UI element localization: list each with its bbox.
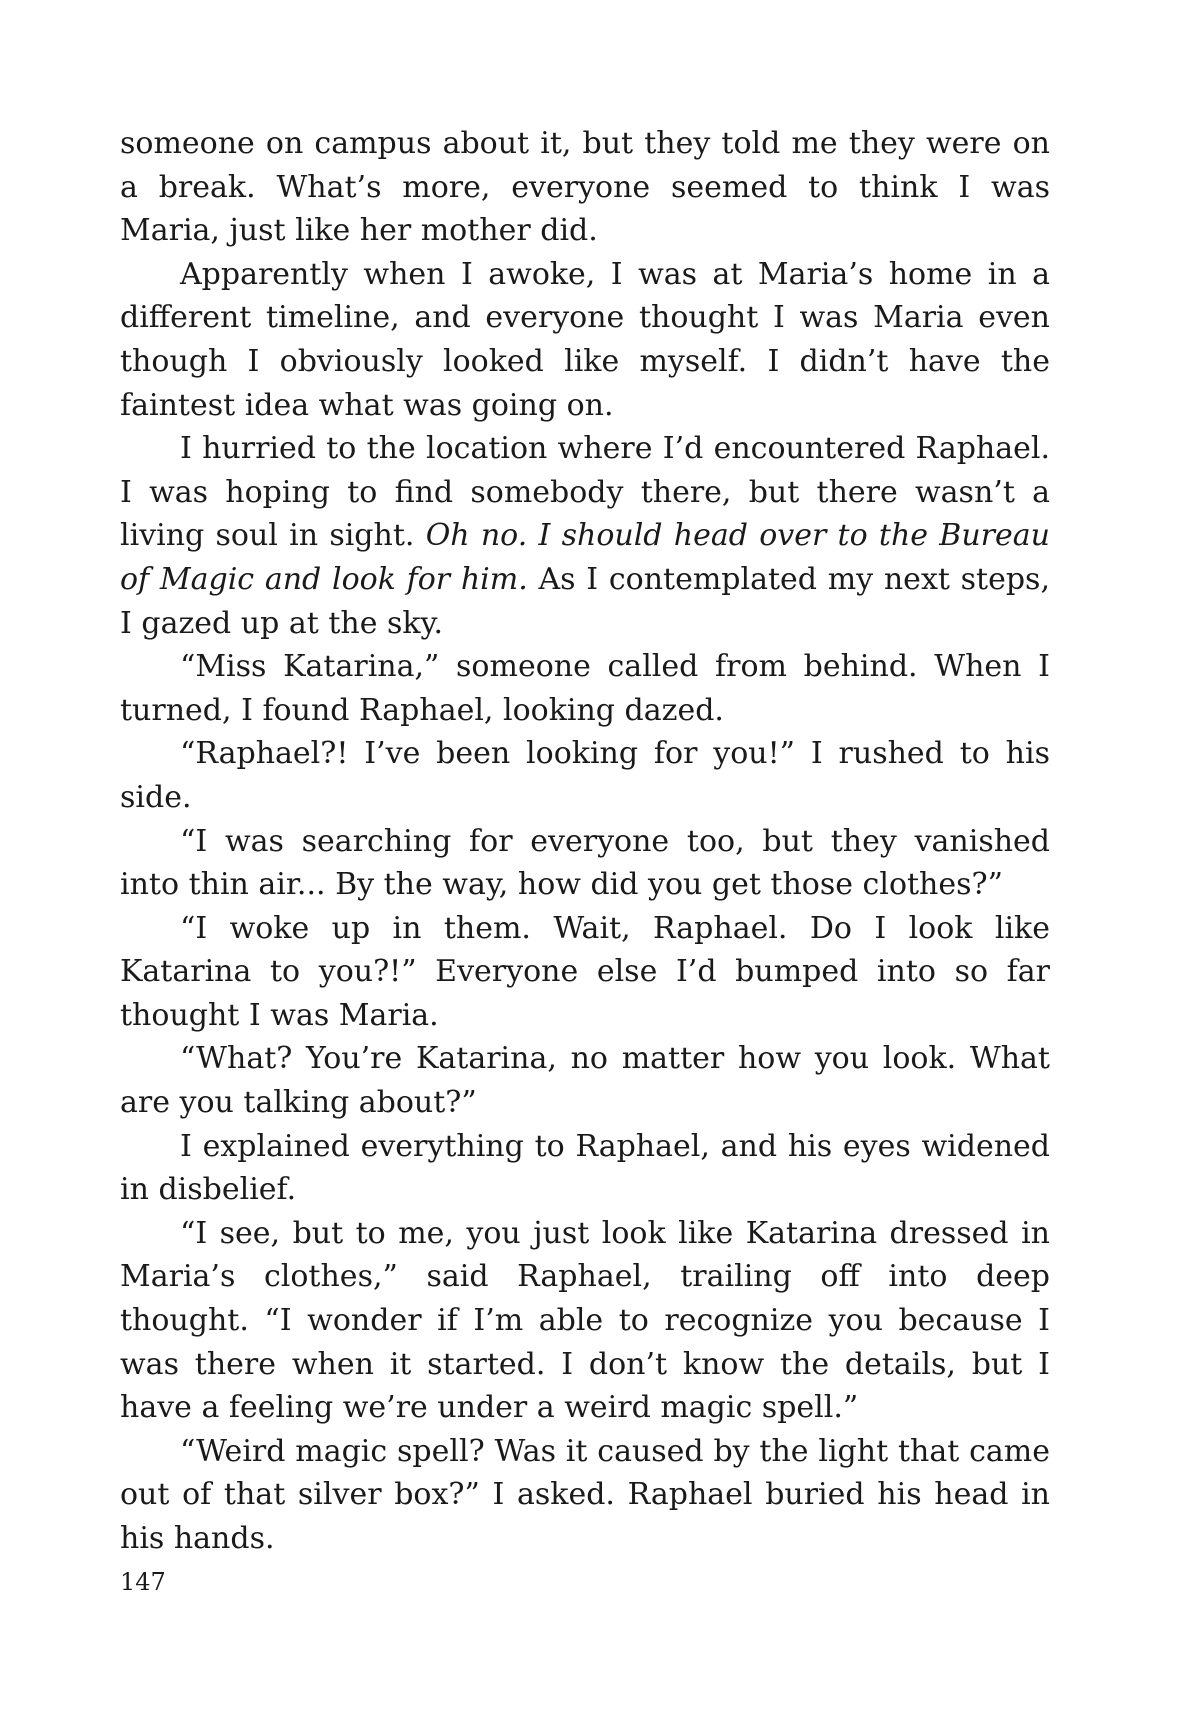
paragraph-7: “I woke up in them. Wait, Raphael. Do I look like Katarina to you?!” Everyone else I’d bumped into so far thought I was Maria. — [120, 910, 1050, 1033]
paragraph-2: Apparently when I awoke, I was at Maria’s home in a different timeline, and everyone thought I was Maria even though I obviously looked like myself. I didn’t have the faintest idea what was going on. — [120, 256, 1050, 423]
paragraph-1: someone on campus about it, but they told me they were on a break. What’s more, everyone seemed to think I was Maria, just like her mother did. — [120, 126, 1050, 249]
body-text — [120, 122, 1050, 1561]
italic-thought: Oh no. I should head over to the Bureau of Magic and look for him. — [120, 518, 1050, 597]
paragraph-6: “I was searching for everyone too, but they vanished into thin air... By the way, how did you get those clothes?” — [120, 823, 1050, 903]
paragraph-4: “Miss Katarina,” someone called from behind. When I turned, I found Raphael, looking dazed. — [120, 649, 1050, 728]
paragraph-11: “Weird magic spell? Was it caused by the light that came out of that silver box?” I asked. Raphael buried his head in his hands. — [120, 1433, 1050, 1556]
paragraph-3: I hurried to the location where I’d encountered Raphael. I was hoping to find somebody there, but there wasn’t a living soul in sight. Oh no. I should head over to the Bureau of Magic and look for him. As I contemplated my next steps, I gazed up at the sky. — [120, 431, 1050, 641]
paragraph-9: I explained everything to Raphael, and his eyes widened in disbelief. — [120, 1128, 1050, 1208]
paragraph-5: “Raphael?! I’ve been looking for you!” I rushed to his side. — [120, 736, 1050, 815]
paragraph-8: “What? You’re Katarina, no matter how you look. What are you talking about?” — [120, 1041, 1050, 1121]
paragraph-10: “I see, but to me, you just look like Katarina dressed in Maria’s clothes,” said Raphael, trailing off into deep thought. “I wonder if I’m able to recognize you because I was there when it started. I don’t know the details, but I have a feeling we’re under a weird magic spell.” — [120, 1215, 1050, 1426]
page-number: 147 — [120, 1568, 166, 1596]
